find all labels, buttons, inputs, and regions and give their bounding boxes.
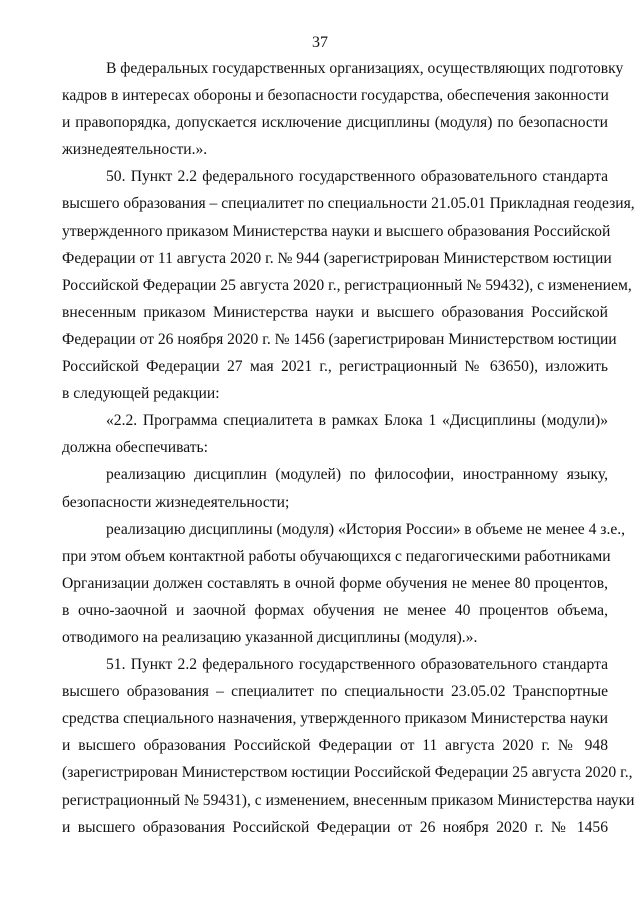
text-line: (зарегистрирован Министерством юстиции Российской Федерации 25 августа 2020 г., <box>62 764 633 782</box>
text-line: в очно-заочной и заочной формах обучения не менее 40 процентов объема, <box>62 601 608 619</box>
text-line: безопасности жизнедеятельности; <box>62 493 290 511</box>
paragraph-quote-2-2 <box>62 407 608 461</box>
page-number: 37 <box>312 34 328 51</box>
text-line: Российской Федерации 25 августа 2020 г., регистрационный № 59432), с изменением, <box>62 276 632 294</box>
text-line: в следующей редакции: <box>62 385 220 403</box>
text-line: реализацию дисциплины (модуля) «История России» в объеме не менее 4 з.е., <box>106 520 626 538</box>
document-body <box>62 55 635 841</box>
text-line: и высшего образования Российской Федерации от 26 ноября 2020 г. № 1456 <box>62 818 608 836</box>
text-line: и высшего образования Российской Федерации от 11 августа 2020 г. № 948 <box>62 737 608 755</box>
text-line: 50. Пункт 2.2 федерального государственного образовательного стандарта <box>106 168 608 186</box>
paragraph-disciplines <box>62 461 608 515</box>
text-line: средства специального назначения, утвержденного приказом Министерства науки <box>62 710 609 728</box>
text-line: Организации должен составлять в очной форме обучения не менее 80 процентов, <box>62 574 608 592</box>
paragraph-item-51 <box>62 651 635 841</box>
text-line: высшего образования – специалитет по специальности 21.05.01 Прикладная геодезия, <box>62 195 635 213</box>
text-line: высшего образования – специалитет по специальности 23.05.02 Транспортные <box>62 683 608 701</box>
text-line: утвержденного приказом Министерства науки и высшего образования Российской <box>62 222 611 240</box>
text-line: реализацию дисциплин (модулей) по философии, иностранному языку, <box>106 466 608 484</box>
text-line: внесенным приказом Министерства науки и высшего образования Российской <box>62 303 608 321</box>
paragraph-item-50 <box>62 163 635 407</box>
text-line: жизнедеятельности.». <box>62 141 208 159</box>
text-line: 51. Пункт 2.2 федерального государственного образовательного стандарта <box>106 656 608 674</box>
text-line: «2.2. Программа специалитета в рамках Блока 1 «Дисциплины (модули)» <box>106 412 608 430</box>
text-line: регистрационный № 59431), с изменением, внесенным приказом Министерства науки <box>62 791 635 809</box>
text-line: отводимого на реализацию указанной дисциплины (модуля).». <box>62 628 478 646</box>
text-line: и правопорядка, допускается исключение дисциплины (модуля) по безопасности <box>62 114 608 132</box>
paragraph-continuation-1 <box>62 55 624 163</box>
text-line: Российской Федерации 27 мая 2021 г., регистрационный № 63650), изложить <box>62 358 608 376</box>
paragraph-history <box>62 516 626 651</box>
text-line: Федерации от 11 августа 2020 г. № 944 (зарегистрирован Министерством юстиции <box>62 249 612 267</box>
text-line: при этом объем контактной работы обучающихся с педагогическими работниками <box>62 547 611 565</box>
text-line: кадров в интересах обороны и безопасности государства, обеспечения законности <box>62 87 609 105</box>
text-line: Федерации от 26 ноября 2020 г. № 1456 (зарегистрирован Министерством юстиции <box>62 330 617 348</box>
text-line: должна обеспечивать: <box>62 439 209 457</box>
text-line: В федеральных государственных организациях, осуществляющих подготовку <box>106 60 624 77</box>
